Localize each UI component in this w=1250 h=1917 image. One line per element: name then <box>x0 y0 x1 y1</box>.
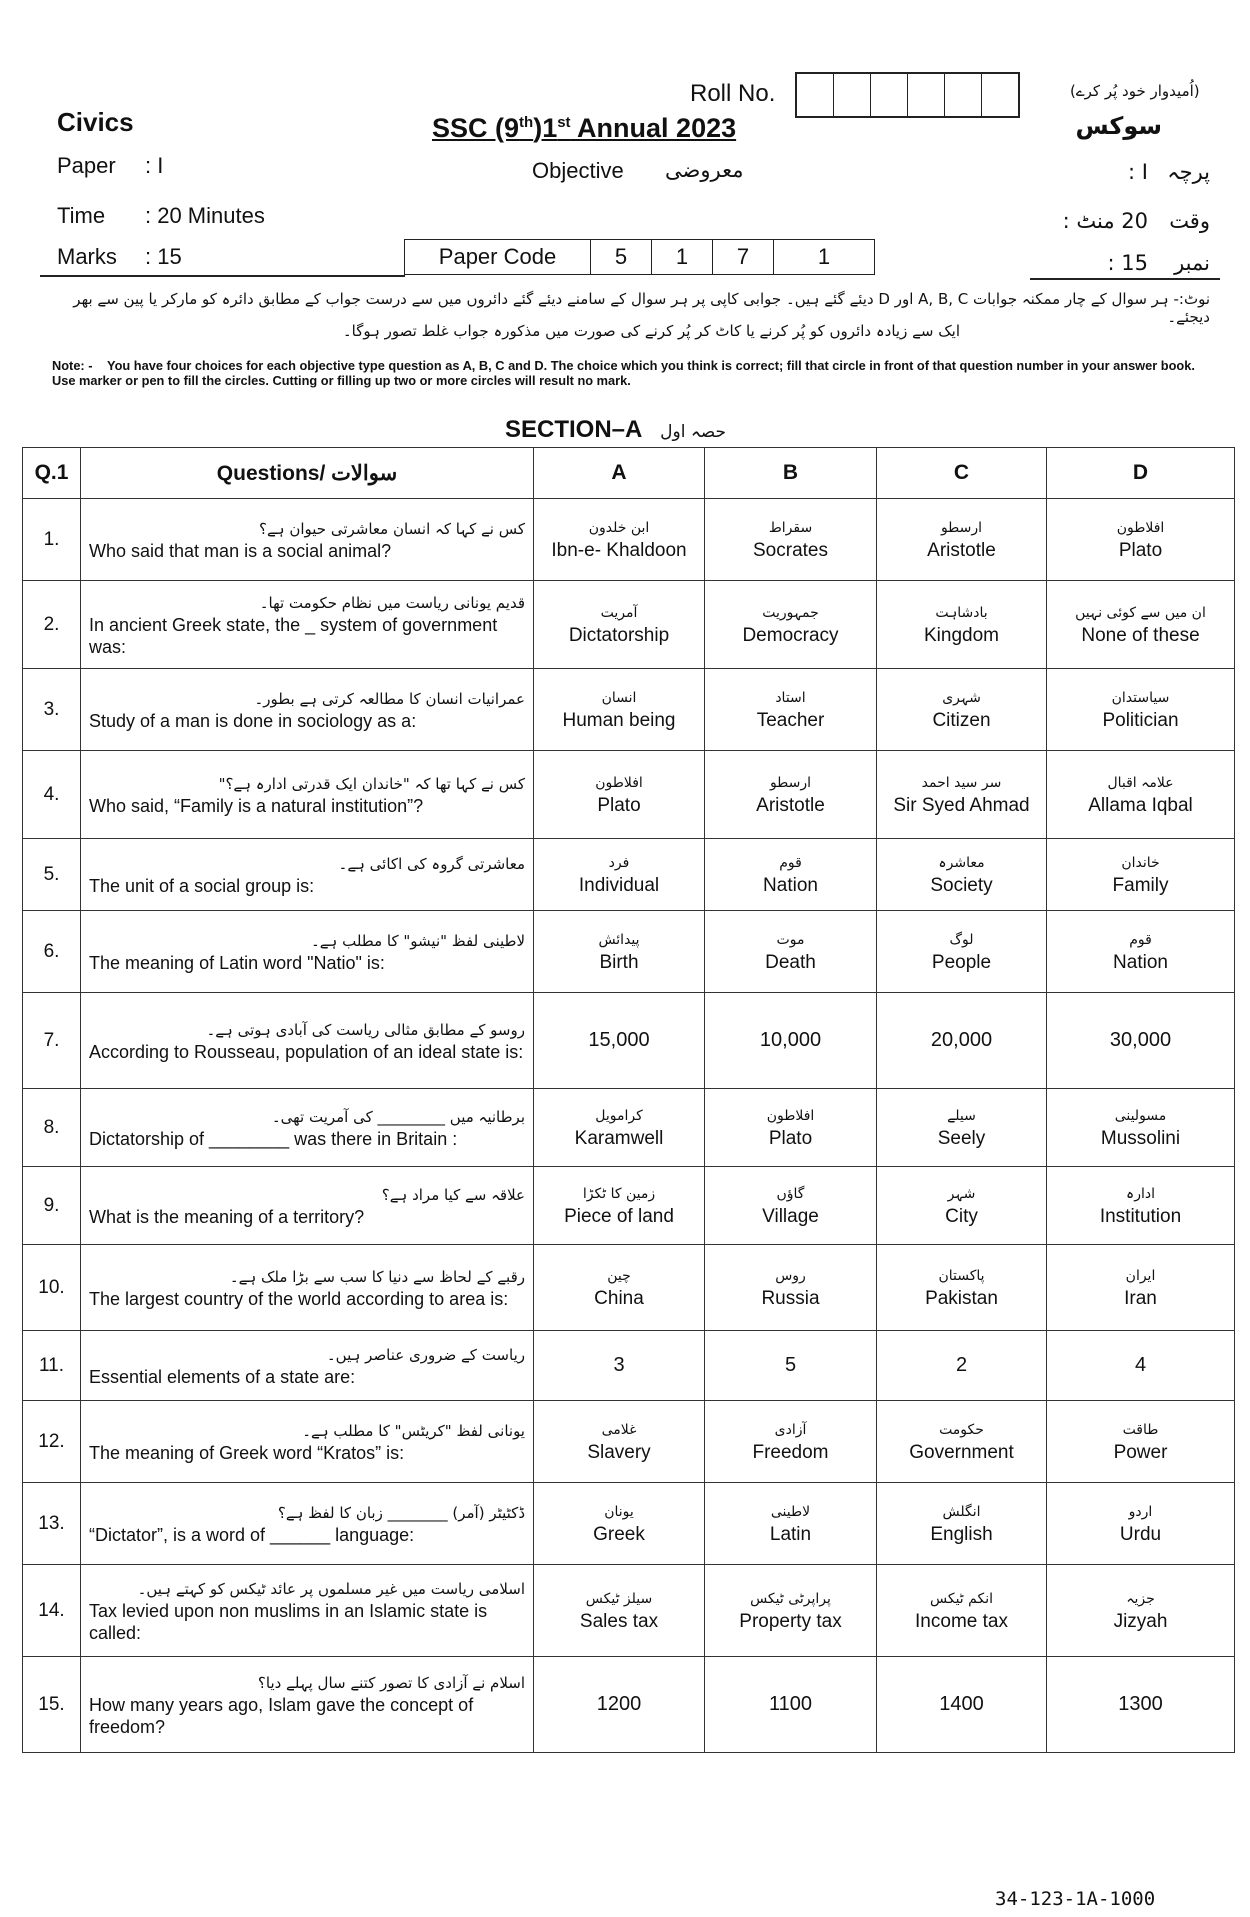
option-urdu: سقراط <box>768 520 813 536</box>
option-english: Greek <box>593 1524 645 1545</box>
section-title-en: SECTION–A <box>505 416 642 443</box>
option-a <box>534 1657 705 1753</box>
option-urdu: افلاطون <box>595 775 643 791</box>
option-d <box>1047 1401 1235 1483</box>
question-urdu: علاقہ سے کیا مراد ہے؟ <box>381 1185 525 1204</box>
option-d <box>1047 581 1235 669</box>
table-row <box>23 839 1235 911</box>
option-english: Village <box>762 1206 819 1227</box>
option-urdu: گاؤں <box>776 1186 805 1202</box>
option-b <box>705 839 877 911</box>
question-english: How many years ago, Islam gave the concept of freedom? <box>89 1694 474 1737</box>
option-d <box>1047 499 1235 581</box>
option-c <box>877 581 1047 669</box>
question-number: 15. <box>23 1657 81 1753</box>
option-urdu: کرامویل <box>595 1108 643 1124</box>
option-d <box>1047 1245 1235 1331</box>
option-urdu: ابن خلدون <box>588 520 650 536</box>
option-english: Allama Iqbal <box>1088 795 1193 816</box>
option-urdu: استاد <box>775 690 806 706</box>
option-urdu: جزیہ <box>1126 1591 1155 1607</box>
question-number: 9. <box>23 1167 81 1245</box>
option-d <box>1047 1167 1235 1245</box>
option-d <box>1047 1483 1235 1565</box>
option-c <box>877 1245 1047 1331</box>
option-d <box>1047 839 1235 911</box>
table-row <box>23 1565 1235 1657</box>
option-c <box>877 993 1047 1089</box>
header-qno: Q.1 <box>23 448 81 499</box>
option-d <box>1047 669 1235 751</box>
question-cell <box>81 669 534 751</box>
question-number: 7. <box>23 993 81 1089</box>
option-urdu: سیلز ٹیکس <box>585 1591 653 1607</box>
option-english: 4 <box>1134 1354 1147 1376</box>
option-english: Nation <box>763 875 818 896</box>
question-urdu: برطانیہ میں _________ کی آمریت تھی۔ <box>271 1107 525 1126</box>
option-english: Latin <box>769 1524 812 1545</box>
option-c <box>877 1331 1047 1401</box>
option-a <box>534 751 705 839</box>
option-d <box>1047 751 1235 839</box>
option-urdu: آمریت <box>600 605 638 621</box>
paper-urdu-label: پرچہ <box>1167 160 1210 184</box>
option-urdu: اردو <box>1128 1504 1153 1520</box>
questions-table <box>22 447 1235 1753</box>
note-text: You have four choices for each objective type question as A, B, C and D. The choice which you think is correct; fill that circle in front of that question number in your answer book. Use marker or pen to fill the circles. Cutting or filling up two or more circles will result no mark. <box>52 358 1195 388</box>
option-d <box>1047 1565 1235 1657</box>
option-english: Karamwell <box>574 1128 664 1149</box>
question-number: 3. <box>23 669 81 751</box>
option-urdu: علامہ اقبال <box>1107 775 1174 791</box>
time-value: : 20 Minutes <box>145 203 265 228</box>
question-cell <box>81 993 534 1089</box>
paper-code-digit: 1 <box>652 240 713 275</box>
option-english: Society <box>930 875 993 896</box>
option-urdu: پراپرٹی ٹیکس <box>750 1591 831 1607</box>
header-c: C <box>877 448 1047 499</box>
option-c <box>877 1483 1047 1565</box>
marks-value: : 15 <box>145 244 182 269</box>
option-c <box>877 1089 1047 1167</box>
option-english: 10,000 <box>759 1029 822 1051</box>
question-english: The unit of a social group is: <box>89 875 315 896</box>
question-english: Tax levied upon non muslims in an Islamic state is called: <box>89 1600 488 1643</box>
exam-title: SSC (9th)1st Annual 2023 <box>432 113 737 143</box>
option-english: Pakistan <box>925 1288 998 1309</box>
option-urdu: افلاطون <box>766 1108 815 1124</box>
option-a <box>534 911 705 993</box>
paper-code-digit: 7 <box>713 240 774 275</box>
option-urdu: افلاطون <box>1116 520 1165 536</box>
subject-title: Civics <box>57 107 134 137</box>
question-english: The largest country of the world according to area is: <box>89 1288 509 1309</box>
objective-label: Objective <box>532 158 624 183</box>
question-urdu: رقبے کے لحاظ سے دنیا کا سب سے بڑا ملک ہے۔ <box>229 1267 525 1286</box>
option-urdu: بادشاہت <box>935 605 988 621</box>
header-a: A <box>534 448 705 499</box>
option-urdu: ایران <box>1125 1268 1156 1284</box>
option-english: Institution <box>1099 1206 1182 1227</box>
roll-digit-box[interactable] <box>908 74 945 116</box>
time-urdu-value: 20 منٹ : <box>1062 209 1148 233</box>
roll-digit-box[interactable] <box>982 74 1018 116</box>
note-urdu-line1: نوٹ:- ہر سوال کے چار ممکنہ جوابات A, B, C اور D دیئے گئے ہیں۔ جوابی کاپی پر ہر سوال کے سامنے دیئے گئے دائروں میں سے درست جواب کے مطابق دائرہ کو مارکر یا پین سے بھر دیجئے۔ <box>73 290 1210 326</box>
option-c <box>877 1657 1047 1753</box>
option-b <box>705 1401 877 1483</box>
option-c <box>877 911 1047 993</box>
option-a <box>534 1089 705 1167</box>
option-a <box>534 1167 705 1245</box>
option-english: 2 <box>955 1354 968 1376</box>
option-english: Democracy <box>742 625 839 646</box>
question-cell <box>81 1167 534 1245</box>
option-english: Sir Syed Ahmad <box>893 795 1030 816</box>
option-b <box>705 993 877 1089</box>
question-number: 1. <box>23 499 81 581</box>
question-cell <box>81 1565 534 1657</box>
option-english: English <box>930 1524 993 1545</box>
option-english: Property tax <box>739 1611 842 1632</box>
header-d: D <box>1047 448 1235 499</box>
option-urdu: معاشرہ <box>938 855 985 871</box>
option-english: Dictatorship <box>568 625 670 646</box>
option-urdu: قوم <box>1129 932 1152 948</box>
option-english: Seely <box>937 1128 986 1149</box>
option-a <box>534 839 705 911</box>
header-b: B <box>705 448 877 499</box>
question-urdu: ریاست کے ضروری عناصر ہیں۔ <box>326 1345 525 1364</box>
subject-title-urdu: سوکس <box>1075 112 1162 140</box>
question-cell <box>81 1089 534 1167</box>
table-header-row <box>23 448 1235 499</box>
option-b <box>705 1565 877 1657</box>
option-urdu: مسولینی <box>1114 1108 1167 1124</box>
table-row <box>23 993 1235 1089</box>
option-english: Human being <box>562 710 676 731</box>
option-urdu: ان میں سے کوئی نہیں <box>1075 605 1206 621</box>
roll-digit-box[interactable] <box>797 74 834 116</box>
roll-digit-box[interactable] <box>834 74 871 116</box>
option-urdu: شہر <box>947 1186 976 1202</box>
option-urdu: فرد <box>608 855 630 871</box>
question-number: 12. <box>23 1401 81 1483</box>
question-number: 11. <box>23 1331 81 1401</box>
paper-value: : I <box>145 153 164 178</box>
question-english: Essential elements of a state are: <box>89 1366 356 1387</box>
option-english: Power <box>1113 1442 1168 1463</box>
option-d <box>1047 993 1235 1089</box>
option-b <box>705 751 877 839</box>
question-english: According to Rousseau, population of an ideal state is: <box>89 1041 524 1062</box>
question-cell <box>81 839 534 911</box>
table-row <box>23 751 1235 839</box>
paper-code-digit: 1 <box>774 240 875 275</box>
table-row <box>23 1657 1235 1753</box>
question-english: What is the meaning of a territory? <box>89 1206 365 1227</box>
option-b <box>705 911 877 993</box>
question-urdu: روسو کے مطابق مثالی ریاست کی آبادی ہوتی ہے۔ <box>206 1020 525 1039</box>
option-english: Sales tax <box>579 1611 659 1632</box>
roll-no-boxes[interactable] <box>795 72 1020 118</box>
table-row <box>23 1089 1235 1167</box>
question-cell <box>81 581 534 669</box>
option-a <box>534 993 705 1089</box>
question-number: 5. <box>23 839 81 911</box>
question-cell <box>81 1401 534 1483</box>
paper-code-table <box>404 239 875 275</box>
option-english: Plato <box>1118 540 1163 561</box>
option-urdu: انگلش <box>942 1504 981 1520</box>
option-english: Slavery <box>587 1442 651 1463</box>
roll-no-urdu-note: (اُمیدوار خود پُر کرے) <box>1070 82 1200 100</box>
table-row <box>23 911 1235 993</box>
time-label: Time <box>57 203 106 228</box>
option-english: Mussolini <box>1100 1128 1181 1149</box>
question-cell <box>81 1245 534 1331</box>
question-english: Study of a man is done in sociology as a: <box>89 710 417 731</box>
option-urdu: پاکستان <box>938 1268 985 1284</box>
option-english: Urdu <box>1119 1524 1162 1545</box>
option-d <box>1047 1657 1235 1753</box>
option-english: Citizen <box>932 710 991 731</box>
option-c <box>877 1167 1047 1245</box>
option-urdu: لوگ <box>949 932 974 948</box>
option-urdu: انسان <box>601 690 637 706</box>
section-title <box>505 416 726 444</box>
option-urdu: ارسطو <box>940 520 983 536</box>
option-a <box>534 1483 705 1565</box>
question-urdu: معاشرتی گروہ کی اکائی ہے۔ <box>338 854 525 873</box>
option-english: Nation <box>1113 952 1168 973</box>
option-urdu: شہری <box>942 690 981 706</box>
option-b <box>705 1245 877 1331</box>
option-english: 1300 <box>1118 1693 1163 1715</box>
option-c <box>877 499 1047 581</box>
option-urdu: طاقت <box>1122 1422 1159 1438</box>
option-c <box>877 1401 1047 1483</box>
table-row <box>23 669 1235 751</box>
question-cell <box>81 1657 534 1753</box>
question-number: 2. <box>23 581 81 669</box>
option-b <box>705 1657 877 1753</box>
option-english: China <box>594 1288 644 1309</box>
note-english <box>52 358 1217 388</box>
question-english: In ancient Greek state, the _ system of government was: <box>89 614 498 657</box>
option-english: Individual <box>578 875 660 896</box>
option-english: Aristotle <box>927 540 996 561</box>
option-b <box>705 669 877 751</box>
question-urdu: کس نے کہا کہ انسان معاشرتی حیوان ہے؟ <box>259 519 525 538</box>
question-cell <box>81 911 534 993</box>
option-urdu: خاندان <box>1121 855 1160 871</box>
option-english: Iran <box>1124 1288 1157 1309</box>
question-english: “Dictator”, is a word of ______ language: <box>89 1524 415 1545</box>
option-c <box>877 669 1047 751</box>
question-number: 14. <box>23 1565 81 1657</box>
table-row <box>23 581 1235 669</box>
table-row <box>23 1167 1235 1245</box>
paper-code-digit: 5 <box>591 240 652 275</box>
option-urdu: پیدائش <box>598 932 640 948</box>
option-a <box>534 669 705 751</box>
option-b <box>705 581 877 669</box>
question-urdu: لاطینی لفظ "نیشو" کا مطلب ہے۔ <box>310 931 525 950</box>
option-english: Plato <box>768 1128 813 1149</box>
time-urdu-label: وقت <box>1169 209 1210 233</box>
option-a <box>534 499 705 581</box>
option-english: Death <box>765 952 816 973</box>
question-cell <box>81 499 534 581</box>
question-cell <box>81 1483 534 1565</box>
option-urdu: موت <box>776 932 805 948</box>
question-english: Who said, “Family is a natural institution”? <box>89 795 424 816</box>
option-a <box>534 581 705 669</box>
option-urdu: غلامی <box>601 1422 637 1438</box>
note-urdu-line2: ایک سے زیادہ دائروں کو پُر کرنے یا کاٹ کر پُر کرنے کی صورت میں مذکورہ جواب غلط تصور ہوگا۔ <box>342 322 960 340</box>
option-english: 15,000 <box>588 1029 650 1051</box>
option-english: Family <box>1112 875 1169 896</box>
option-english: Jizyah <box>1113 1611 1168 1632</box>
option-english: Ibn-e- Khaldoon <box>551 540 687 561</box>
marks-urdu-label: نمبر <box>1174 251 1210 275</box>
option-english: 20,000 <box>930 1029 993 1051</box>
section-title-urdu: حصہ اول <box>660 422 727 442</box>
question-urdu: قدیم یونانی ریاست میں نظام حکومت تھا۔ <box>259 593 525 612</box>
option-english: 1100 <box>768 1693 812 1715</box>
option-urdu: زمین کا ٹکڑا <box>582 1186 656 1202</box>
footer-code: 34-123-1A-1000 <box>995 1888 1156 1910</box>
header-rule-left <box>40 275 405 277</box>
option-urdu: لاطینی <box>770 1504 811 1520</box>
objective-label-urdu: معروضی <box>665 158 744 182</box>
option-english: Birth <box>599 952 639 973</box>
note-label: Note: - <box>52 358 93 373</box>
question-english: Who said that man is a social animal? <box>89 540 392 561</box>
option-urdu: سر سید احمد <box>921 775 1002 791</box>
option-english: None of these <box>1081 625 1200 646</box>
option-a <box>534 1245 705 1331</box>
question-cell <box>81 1331 534 1401</box>
option-urdu: سیاستدان <box>1111 690 1170 706</box>
option-english: Russia <box>761 1288 820 1309</box>
option-english: Aristotle <box>756 795 825 816</box>
option-d <box>1047 1089 1235 1167</box>
option-english: Income tax <box>915 1611 1008 1632</box>
question-urdu: عمرانیات انسان کا مطالعہ کرتی ہے بطور۔ <box>254 689 525 708</box>
option-d <box>1047 911 1235 993</box>
option-d <box>1047 1331 1235 1401</box>
option-a <box>534 1331 705 1401</box>
question-number: 13. <box>23 1483 81 1565</box>
roll-digit-box[interactable] <box>945 74 982 116</box>
option-urdu: انکم ٹیکس <box>930 1591 993 1607</box>
option-a <box>534 1565 705 1657</box>
question-number: 8. <box>23 1089 81 1167</box>
marks-urdu-value: 15 : <box>1107 251 1148 275</box>
header-rule-right <box>1030 278 1220 280</box>
option-urdu: روس <box>775 1268 806 1284</box>
option-english: Piece of land <box>564 1206 674 1227</box>
option-c <box>877 839 1047 911</box>
option-english: City <box>945 1206 978 1227</box>
option-urdu: چین <box>607 1268 631 1284</box>
paper-label: Paper <box>57 153 116 178</box>
option-c <box>877 751 1047 839</box>
option-b <box>705 1089 877 1167</box>
question-urdu: اسلام نے آزادی کا تصور کتنے سال پہلے دیا؟ <box>257 1673 525 1692</box>
table-row <box>23 1245 1235 1331</box>
option-english: Kingdom <box>924 625 999 646</box>
option-urdu: قوم <box>779 855 802 871</box>
option-urdu: آزادی <box>774 1422 807 1438</box>
option-b <box>705 499 877 581</box>
question-english: The meaning of Greek word “Kratos” is: <box>89 1442 405 1463</box>
option-urdu: سیلے <box>947 1108 976 1124</box>
option-english: 1400 <box>939 1693 984 1715</box>
option-english: Politician <box>1102 710 1179 731</box>
option-english: Freedom <box>752 1442 829 1463</box>
option-english: Socrates <box>753 540 828 561</box>
table-row <box>23 1401 1235 1483</box>
marks-label: Marks <box>57 244 117 269</box>
option-b <box>705 1483 877 1565</box>
table-row <box>23 499 1235 581</box>
option-english: 1200 <box>596 1693 642 1715</box>
question-cell <box>81 751 534 839</box>
option-english: 5 <box>784 1354 797 1376</box>
paper-code-label: Paper Code <box>405 240 591 275</box>
header-questions: Questions/ سوالات <box>81 448 534 499</box>
table-row <box>23 1483 1235 1565</box>
option-urdu: ارسطو <box>769 775 812 791</box>
paper-urdu-value: I : <box>1128 160 1148 184</box>
question-urdu: یونانی لفظ "کریٹس" کا مطلب ہے۔ <box>302 1421 525 1440</box>
option-c <box>877 1565 1047 1657</box>
option-english: People <box>931 952 992 973</box>
option-english: Teacher <box>756 710 825 731</box>
roll-no-label: Roll No. <box>690 80 776 107</box>
question-english: The meaning of Latin word "Natio" is: <box>89 952 385 973</box>
option-b <box>705 1167 877 1245</box>
question-english: Dictatorship of ________ was there in Britain : <box>89 1128 458 1149</box>
option-english: Plato <box>597 795 641 816</box>
question-urdu: ڈکٹیٹر (آمر) ________ زبان کا لفظ ہے؟ <box>277 1503 525 1522</box>
table-row <box>23 1331 1235 1401</box>
option-urdu: یونان <box>604 1504 634 1520</box>
option-urdu: جمہوریت <box>762 605 819 621</box>
option-english: Government <box>909 1442 1014 1463</box>
option-english: 30,000 <box>1109 1029 1172 1051</box>
question-number: 6. <box>23 911 81 993</box>
option-english: 3 <box>613 1354 625 1376</box>
question-urdu: اسلامی ریاست میں غیر مسلموں پر عائد ٹیکس کو کہتے ہیں۔ <box>137 1579 525 1598</box>
option-a <box>534 1401 705 1483</box>
question-number: 4. <box>23 751 81 839</box>
option-urdu: ادارہ <box>1126 1186 1155 1202</box>
option-urdu: حکومت <box>939 1422 984 1438</box>
question-urdu: کس نے کہا تھا کہ "خاندان ایک قدرتی ادارہ ہے؟" <box>218 774 525 793</box>
roll-digit-box[interactable] <box>871 74 908 116</box>
question-number: 10. <box>23 1245 81 1331</box>
option-b <box>705 1331 877 1401</box>
